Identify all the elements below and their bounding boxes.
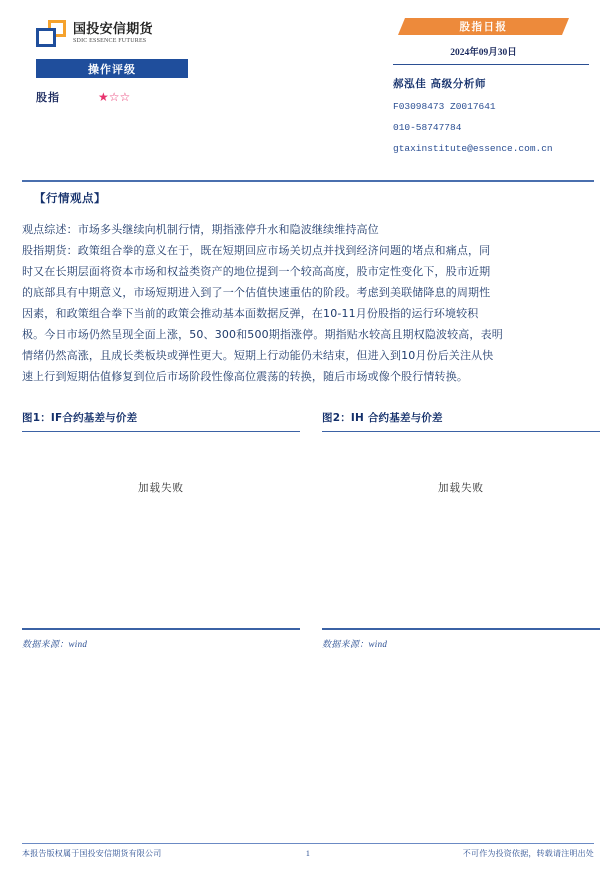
logo-blue-square-icon	[36, 28, 56, 47]
rating-stars-icon: ★☆☆	[98, 90, 131, 104]
viewpoint-line: 时又在长期层面将资本市场和权益类资产的地位提到一个较高高度，股市定性变化下，股市近期	[22, 265, 491, 278]
chart-area	[22, 432, 300, 628]
chart-panel-ih	[322, 410, 600, 650]
chart-title: 图2：IH 合约基差与价差	[322, 412, 443, 424]
viewpoint-line: 情绪仍然高涨，且成长类板块或弹性更大。短期上行动能仍未结束，但进入到10月份后关注从快	[22, 349, 494, 362]
company-name-cn: 国投安信期货	[73, 22, 153, 38]
company-logo-icon	[36, 20, 66, 47]
chart-area	[322, 432, 600, 628]
chart-data-source: 数据来源：wind	[322, 638, 388, 649]
analyst-license: F03098473 Z0017641	[393, 101, 496, 112]
company-logo-text	[73, 23, 153, 44]
chart-data-source: 数据来源：wind	[22, 638, 88, 649]
rating-row	[36, 89, 188, 105]
rating-label: 股指	[36, 91, 60, 104]
header-bottom-divider	[22, 180, 594, 182]
chart-load-failed-message: 加载失败	[438, 482, 484, 495]
viewpoint-line: 的底部具有中期意义，市场短期进入到了一个估值快速重估的阶段。考虑到美联储降息的周期性	[22, 286, 491, 299]
company-name-en: SDIC ESSENCE FUTURES	[73, 37, 147, 44]
market-viewpoint-section	[22, 190, 600, 387]
report-footer	[22, 848, 594, 859]
report-date: 2024年09月30日	[450, 48, 517, 58]
company-logo	[36, 20, 302, 47]
chart-panels	[22, 410, 600, 650]
viewpoint-body	[22, 219, 600, 387]
footer-disclaimer: 不可作为投资依据，转载请注明出处	[462, 849, 594, 858]
viewpoint-line: 极。今日市场仍然呈现全面上涨，50、300和500期指涨停。期指贴水较高且期权隐波较高，表明	[22, 328, 503, 341]
chart-source-divider	[22, 628, 300, 629]
viewpoint-line: 因素，和政策组合拳下当前的政策会推动基本面数据反弹，在10-11月份股指的运行环境较积	[22, 307, 479, 320]
footer-divider	[22, 843, 594, 844]
header-divider	[393, 64, 589, 65]
operation-rating-banner: 操作评级	[36, 59, 188, 78]
chart-load-failed-message: 加载失败	[138, 482, 184, 495]
section-title-viewpoint: 【行情观点】	[34, 191, 106, 205]
chart-panel-if	[22, 410, 300, 650]
header-left-block	[22, 20, 302, 105]
footer-copyright: 本报告版权属于国投安信期货有限公司	[22, 849, 162, 858]
analyst-name-title: 郝泓佳 高级分析师	[393, 78, 487, 90]
header-right-block	[393, 18, 598, 154]
report-header	[0, 0, 615, 182]
report-type-badge: 股指日报	[405, 18, 562, 35]
chart-title: 图1：IF合约基差与价差	[22, 412, 138, 424]
footer-page-number: 1	[305, 849, 311, 858]
viewpoint-line: 观点综述：市场多头继续向机制行情，期指涨停升水和隐波继续维持高位	[22, 223, 379, 236]
viewpoint-line: 速上行到短期估值修复到位后市场阶段性像高位震荡的转换，随后市场或像个股行情转换。	[22, 370, 468, 383]
analyst-email[interactable]: gtaxinstitute@essence.com.cn	[393, 143, 553, 154]
viewpoint-line: 股指期货：政策组合拳的意义在于，既在短期回应市场关切点并找到经济问题的堵点和痛点，同	[22, 244, 491, 257]
analyst-phone: 010-58747784	[393, 122, 462, 133]
chart-source-divider	[322, 628, 600, 629]
